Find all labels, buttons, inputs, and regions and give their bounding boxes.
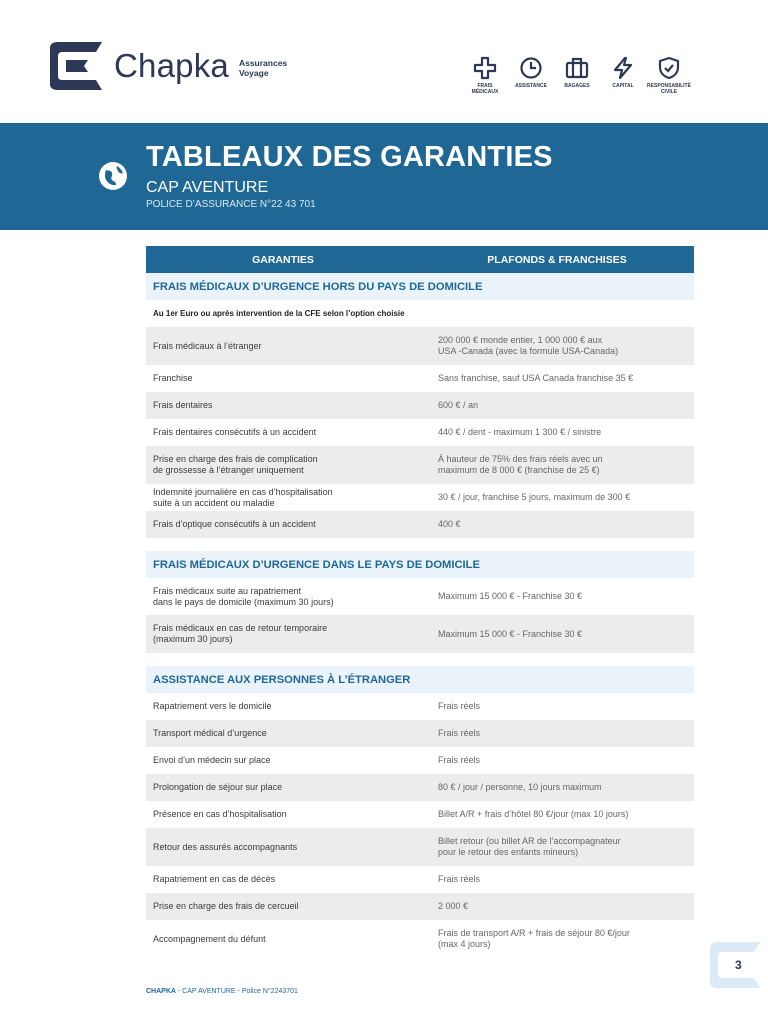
- icon-assistance: [508, 56, 554, 95]
- section-title: ASSISTANCE AUX PERSONNES À L’ÉTRANGER: [146, 666, 694, 693]
- guarantee-cell: [146, 454, 431, 476]
- section-spacer: [146, 653, 694, 666]
- brand-tagline: [239, 58, 287, 78]
- icon-responsabilite-civile: [646, 56, 692, 95]
- guarantee-cell: Frais dentaires consécutifs à un accident: [153, 427, 317, 437]
- section-title: FRAIS MÉDICAUX D’URGENCE DANS LE PAYS DE DOMICILE: [146, 551, 694, 578]
- icon-label: [462, 83, 508, 95]
- guarantee-line-1: Prise en charge des frais de complication: [153, 454, 318, 464]
- shield-check-icon: [657, 56, 681, 80]
- table-row: [146, 920, 694, 958]
- product-name: CAP AVENTURE: [146, 179, 269, 196]
- limit-cell: 440 € / dent - maximum 1 300 € / sinistre: [438, 427, 602, 437]
- table-row: [146, 446, 694, 484]
- icon-label-line-1: RESPONSABILITÉ: [647, 83, 691, 89]
- guarantee-cell: Rapatriement vers le domicile: [153, 701, 272, 711]
- page-title: TABLEAUX DES GARANTIES: [146, 141, 553, 173]
- icon-bagages: [554, 56, 600, 95]
- lightning-icon: [611, 56, 635, 80]
- limit-cell: [431, 928, 694, 950]
- guarantee-line-2: dans le pays de domicile (maximum 30 jours): [153, 596, 334, 607]
- footer-brand: CHAPKA: [146, 988, 176, 995]
- limit-line-1: 200 000 € monde entier, 1 000 000 € aux: [438, 335, 603, 345]
- icon-label-line-2: CIVILE: [660, 89, 678, 95]
- guarantee-line-2: de grossesse à l’étranger uniquement: [153, 465, 304, 475]
- limit-cell: Frais réels: [438, 755, 481, 765]
- icon-label-line-1: ASSISTANCE: [515, 83, 547, 89]
- tagline-line-2: Voyage: [238, 68, 269, 78]
- limit-cell: Maximum 15 000 € - Franchise 30 €: [438, 591, 583, 601]
- limit-cell: Maximum 15 000 € - Franchise 30 €: [438, 628, 583, 639]
- table-row: [146, 747, 694, 774]
- guarantee-cell: Frais d’optique consécutifs à un accident: [153, 519, 316, 529]
- table-row: [146, 801, 694, 828]
- guarantees-table: [146, 246, 694, 958]
- limit-line-2: USA -Canada (avec la formule USA-Canada): [438, 346, 619, 356]
- guarantee-line-2: suite à un accident ou maladie: [153, 497, 275, 508]
- limit-cell: Frais réels: [438, 874, 481, 884]
- limit-cell: [431, 454, 694, 476]
- guarantee-cell: Prise en charge des frais de cercueil: [153, 901, 299, 911]
- clock-icon: [519, 56, 543, 80]
- limit-cell: 2 000 €: [438, 901, 469, 911]
- limit-cell: 600 € / an: [438, 400, 479, 410]
- table-row: [146, 419, 694, 446]
- limit-cell: Frais réels: [438, 701, 481, 711]
- limit-cell: Billet A/R + frais d’hôtel 80 €/jour (max 10 jours): [438, 809, 629, 819]
- column-header-garanties: GARANTIES: [252, 253, 314, 266]
- limit-cell: Frais réels: [438, 728, 481, 738]
- icon-label: [646, 83, 692, 95]
- table-row: [146, 484, 694, 511]
- guarantee-line-1: Frais médicaux à l’étranger: [153, 340, 262, 351]
- guarantee-cell: [146, 586, 431, 608]
- guarantee-cell: Accompagnement du défunt: [153, 933, 266, 944]
- table-row: [146, 693, 694, 720]
- globe-icon: [98, 161, 128, 191]
- icon-label-line-2: MÉDICAUX: [471, 89, 499, 95]
- table-row: [146, 511, 694, 538]
- guarantee-cell: Frais dentaires: [153, 400, 213, 410]
- brand-name: Chapka: [114, 47, 229, 84]
- guarantee-cell: Prolongation de séjour sur place: [153, 782, 283, 792]
- table-row: [146, 828, 694, 866]
- limit-cell: 30 € / jour, franchise 5 jours, maximum de 300 €: [438, 492, 631, 502]
- guarantee-line-2: (maximum 30 jours): [153, 634, 233, 644]
- brand-logo: [44, 40, 287, 92]
- icon-label: [600, 83, 646, 89]
- guarantee-cell: Retour des assurés accompagnants: [153, 841, 298, 852]
- table-header: [146, 246, 694, 273]
- limit-line-2: maximum de 8 000 € (franchise de 25 €): [438, 465, 600, 475]
- decorative-logo-mark: [706, 940, 762, 990]
- icon-capital: [600, 56, 646, 95]
- chapka-logo-icon: [44, 40, 106, 92]
- icon-label: [554, 83, 600, 89]
- limit-line-1: Billet retour (ou billet AR de l’accompagnateur: [438, 836, 621, 846]
- section-title: FRAIS MÉDICAUX D’URGENCE HORS DU PAYS DE DOMICILE: [146, 273, 694, 300]
- limit-cell: 80 € / jour / personne, 10 jours maximum: [438, 782, 602, 792]
- guarantee-line-1: Indemnité journalière en cas d’hospitalisation: [153, 486, 333, 497]
- guarantee-cell: Rapatriement en cas de décès: [153, 874, 276, 884]
- tagline-line-1: Assurances: [238, 58, 288, 68]
- table-row: [146, 720, 694, 747]
- page-number: 3: [735, 958, 742, 972]
- icon-label-line-1: FRAIS: [477, 83, 493, 89]
- limit-line-2: pour le retour des enfants mineurs): [438, 847, 579, 857]
- limit-cell: [431, 836, 694, 858]
- guarantee-line-1: Frais médicaux suite au rapatriement: [153, 585, 302, 596]
- guarantee-cell: [146, 623, 431, 645]
- guarantee-cell: Transport médical d’urgence: [153, 728, 267, 738]
- guarantee-cell: [146, 341, 431, 352]
- icon-label-line-1: BAGAGES: [564, 83, 590, 89]
- guarantee-icons: [462, 56, 692, 95]
- title-banner: [0, 123, 768, 230]
- luggage-icon: [565, 56, 589, 80]
- guarantee-line-1: Frais médicaux en cas de retour temporaire: [153, 623, 328, 633]
- limit-cell: 400 €: [438, 519, 461, 529]
- icon-frais-medicaux: [462, 56, 508, 95]
- limit-line-1: À hauteur de 75% des frais réels avec un: [438, 454, 603, 464]
- guarantee-cell: [146, 487, 431, 509]
- section-spacer: [146, 538, 694, 551]
- limit-cell: Sans franchise, sauf USA Canada franchise 35 €: [438, 373, 634, 383]
- limit-line-2: (max 4 jours): [438, 939, 491, 949]
- table-row: [146, 774, 694, 801]
- page-footer: [146, 988, 298, 995]
- column-header-plafonds: PLAFONDS & FRANCHISES: [487, 253, 627, 266]
- guarantee-cell: Franchise: [153, 373, 193, 383]
- limit-line-1: Frais de transport A/R + frais de séjour 80 €/jour: [438, 928, 630, 938]
- table-row: [146, 866, 694, 893]
- medical-cross-icon: [473, 56, 497, 80]
- limit-cell: [431, 335, 694, 357]
- policy-number: POLICE D’ASSURANCE N°22 43 701: [146, 199, 316, 210]
- section-note: Au 1er Euro ou après intervention de la CFE selon l’option choisie: [153, 309, 405, 318]
- icon-label: [508, 83, 554, 89]
- table-row: [146, 365, 694, 392]
- table-row: [146, 893, 694, 920]
- icon-label-line-1: CAPITAL: [612, 83, 634, 89]
- table-row: [146, 615, 694, 653]
- table-row: [146, 327, 694, 365]
- guarantee-cell: Envoi d’un médecin sur place: [153, 755, 271, 765]
- page-header: [0, 0, 768, 122]
- guarantee-cell: Présence en cas d’hospitalisation: [153, 809, 287, 819]
- table-row: [146, 578, 694, 615]
- table-row: [146, 392, 694, 419]
- footer-text: - CAP AVENTURE - Police N°2243701: [175, 988, 298, 995]
